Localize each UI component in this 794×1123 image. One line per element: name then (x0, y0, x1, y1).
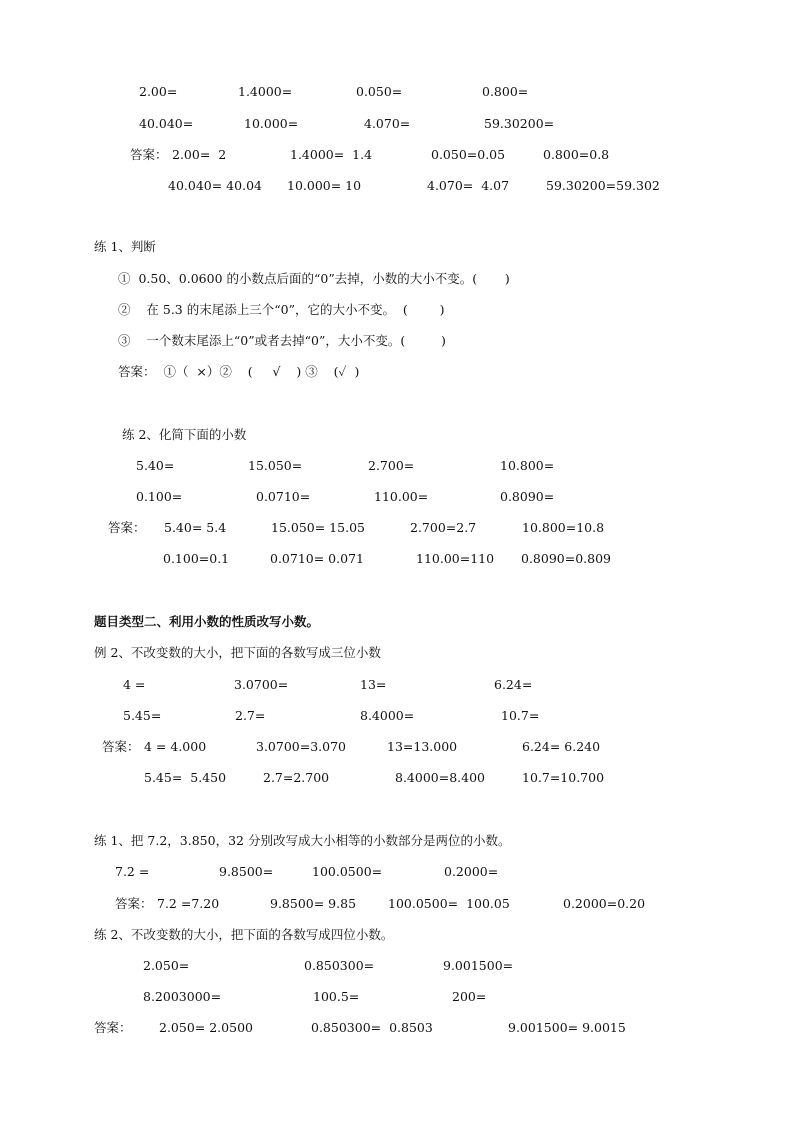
question-item: 10.800= (500, 458, 555, 473)
answer-item: 7.2 =7.20 (157, 896, 220, 911)
answer-item: 10.000= 10 (287, 178, 362, 193)
answer-label: 答案： (108, 520, 146, 535)
answer-item: 8.4000=8.400 (395, 770, 485, 785)
answer-item: 0.2000=0.20 (563, 896, 646, 911)
answer-item: 0.8090=0.809 (521, 551, 611, 566)
answer-item: 110.00=110 (416, 551, 495, 566)
answer-label: 答案： (115, 896, 153, 911)
question-item: 10.7= (501, 708, 540, 723)
answer-item: 0.050=0.05 (431, 147, 506, 162)
question-item: 0.050= (356, 84, 403, 99)
question-item: 2.700= (368, 458, 415, 473)
judge-item: ② 在 5.3 的末尾添上三个“0”，它的大小不变。 ( ) (118, 302, 445, 317)
answer-item: 2.050= 2.0500 (159, 1020, 253, 1035)
question-item: 8.2003000= (143, 989, 222, 1004)
answer-item: 2.7=2.700 (263, 770, 330, 785)
exercise-title: 练 1、把 7.2，3.850，32 分别改写成大小相等的小数部分是两位的小数。 (94, 833, 511, 848)
section-heading: 题目类型二、利用小数的性质改写小数。 (94, 614, 320, 629)
question-item: 6.24= (494, 677, 533, 692)
question-item: 200= (452, 989, 487, 1004)
question-item: 9.001500= (443, 958, 514, 973)
answer-item: 9.001500= 9.0015 (508, 1020, 626, 1035)
judge-item: ① 0.50、0.0600 的小数点后面的“0”去掉，小数的大小不变。( ) (118, 271, 510, 286)
answer-label: 答案： (94, 1020, 132, 1035)
exercise-title: 练 2、不改变数的大小，把下面的各数写成四位小数。 (94, 927, 394, 942)
question-item: 110.00= (374, 489, 429, 504)
question-item: 0.100= (136, 489, 183, 504)
question-item: 5.45= (123, 708, 162, 723)
answer-item: 4 = 4.000 (144, 739, 207, 754)
answer-item: 9.8500= 9.85 (270, 896, 357, 911)
answer-item: 5.45= 5.450 (144, 770, 227, 785)
question-item: 13= (360, 677, 387, 692)
answer-item: 6.24= 6.240 (522, 739, 601, 754)
judge-item: ③ 一个数末尾添上“0”或者去掉“0”，大小不变。( ) (118, 333, 446, 348)
question-item: 0.8090= (500, 489, 555, 504)
question-item: 2.7= (235, 708, 266, 723)
question-item: 100.5= (313, 989, 360, 1004)
answer-item: 100.0500= 100.05 (388, 896, 510, 911)
question-item: 3.0700= (234, 677, 289, 692)
question-item: 5.40= (136, 458, 175, 473)
answer-item: 0.850300= 0.8503 (311, 1020, 433, 1035)
answer-item: 2.700=2.7 (410, 520, 477, 535)
question-item: 0.2000= (444, 864, 499, 879)
answer-item: 5.40= 5.4 (164, 520, 227, 535)
answer-item: 40.040= 40.04 (168, 178, 262, 193)
answer-item: 1.4000= 1.4 (290, 147, 373, 162)
question-item: 8.4000= (360, 708, 415, 723)
answer-item: 10.7=10.700 (522, 770, 605, 785)
judge-answer: 答案： ①（ ×）② ( √ ) ③ (✓ ) (118, 364, 360, 379)
answer-item: 0.800=0.8 (543, 147, 610, 162)
question-item: 0.0710= (256, 489, 311, 504)
answer-item: 10.800=10.8 (522, 520, 605, 535)
question-item: 2.050= (143, 958, 190, 973)
question-item: 15.050= (248, 458, 303, 473)
answer-item: 59.30200=59.302 (546, 178, 660, 193)
question-item: 40.040= (139, 116, 194, 131)
question-item: 0.850300= (304, 958, 375, 973)
answer-item: 0.0710= 0.071 (270, 551, 364, 566)
question-item: 4 = (123, 677, 146, 692)
question-item: 2.00= (139, 84, 178, 99)
question-item: 10.000= (244, 116, 299, 131)
answer-label: 答案： (102, 739, 140, 754)
exercise-title: 练 2、化简下面的小数 (122, 427, 247, 442)
question-item: 4.070= (364, 116, 411, 131)
answer-item: 4.070= 4.07 (427, 178, 510, 193)
answer-item: 0.100=0.1 (163, 551, 230, 566)
exercise-title: 练 1、判断 (94, 239, 156, 254)
answer-item: 13=13.000 (387, 739, 458, 754)
question-item: 59.30200= (484, 116, 555, 131)
answer-label: 答案： (130, 147, 168, 162)
question-item: 100.0500= (312, 864, 383, 879)
answer-item: 3.0700=3.070 (256, 739, 346, 754)
question-item: 9.8500= (219, 864, 274, 879)
answer-item: 15.050= 15.05 (271, 520, 365, 535)
question-item: 1.4000= (238, 84, 293, 99)
question-item: 7.2 = (115, 864, 150, 879)
answer-item: 2.00= 2 (172, 147, 227, 162)
question-item: 0.800= (482, 84, 529, 99)
exercise-title: 例 2、不改变数的大小，把下面的各数写成三位小数 (94, 645, 381, 660)
